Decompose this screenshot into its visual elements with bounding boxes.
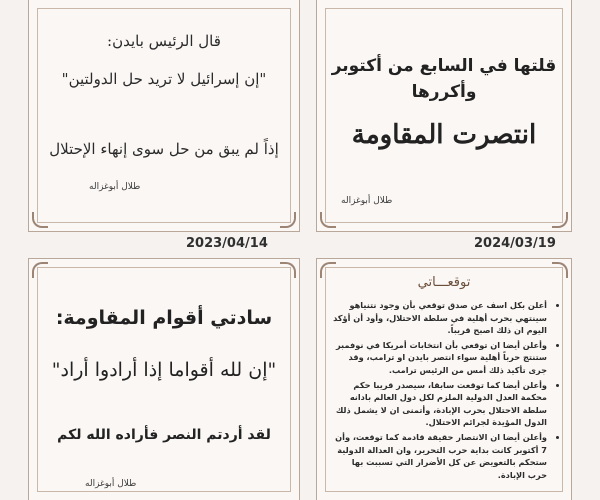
- signature: طلال أبوغزاله: [85, 479, 137, 489]
- signature: طلال أبوغزاله: [341, 196, 393, 206]
- card-line: قال الرئيس بايدن:: [107, 32, 221, 50]
- quote-card-biden: [28, 0, 300, 232]
- card-date: 2024/03/19: [474, 236, 556, 251]
- ornament-corner: [280, 262, 296, 278]
- quote-card-resistance-victory: [316, 0, 572, 232]
- card-heading: سادتي أقوام المقاومة:: [55, 307, 273, 329]
- card-quote: "إن لله أقواما إذا أرادوا أراد": [51, 359, 277, 381]
- predictions-list: [331, 299, 559, 483]
- list-item: • أعلن بكل اسف عن صدق توقعي بأن وجود نتنياهو سينتهي بحرب أهلية في سلطة الاحتلال، وأود أن أؤكد اليوم ان ذلك اصبح قريباً.: [331, 299, 547, 337]
- predictions-card: [316, 258, 572, 500]
- card-line: لقد أردتم النصر فأراده الله لكم: [57, 427, 271, 443]
- list-item: • وأعلن أيضا ان الانتصار حقيقة قادمة كما توقعت، وأن 7 أكتوبر كانت بداية حرب التحرير، وان العدالة الدولية ستحكم بالتعويض عن كل الأضرار التي تسببت بها حرب الإبادة.: [331, 431, 547, 481]
- list-item: • وأعلن أيضا كما توقعت سابقا، سيصدر قريبا حكم محكمة العدل الدولية الملزم لكل دول العالم بادانه سلطة الاحتلال بحرب الإبادة، وأتمنى ان لا يشمل ذلك الدول المؤيدة لجرائم الاحتلال.: [331, 379, 547, 429]
- ornament-corner: [32, 262, 48, 278]
- card-quote: "إن إسرائيل لا تريد حل الدولتين": [61, 70, 267, 88]
- card-frame: [325, 8, 563, 223]
- ornament-corner: [320, 212, 336, 228]
- card-line: قلتها في السابع من أكتوبر: [331, 56, 557, 76]
- quote-card-resistance-peoples: [28, 258, 300, 500]
- predictions-title: توقعـــاتي: [417, 275, 471, 290]
- ornament-corner: [32, 212, 48, 228]
- signature: طلال أبوغزاله: [89, 182, 141, 192]
- card-line: وأكررها: [411, 82, 477, 102]
- card-line: إذاً لم يبق من حل سوى إنهاء الإحتلال: [49, 140, 279, 158]
- card-date: 2023/04/14: [186, 236, 268, 251]
- list-item: • وأعلن أيضا ان توقعي بأن انتخابات أمريكا في نوفمبر ستنتج حرباً أهلية سواء انتصر بايدن او ترامب، وقد جرى تأكيد ذلك أمس من الرئيس ترامب.: [331, 339, 547, 377]
- ornament-corner: [280, 212, 296, 228]
- card-headline: انتصرت المقاومة: [351, 120, 537, 150]
- ornament-corner: [552, 212, 568, 228]
